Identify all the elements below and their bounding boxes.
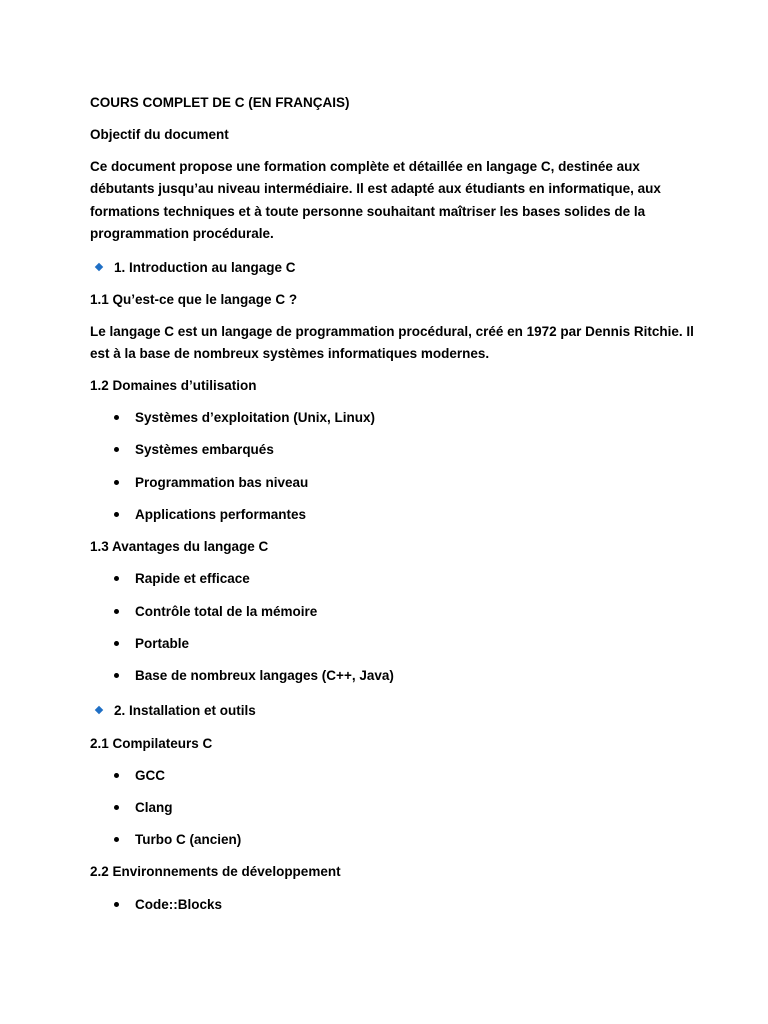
bullet-icon [114, 512, 119, 517]
list-item [114, 408, 375, 428]
diamond-icon [95, 263, 103, 271]
bullet-icon [114, 837, 119, 842]
list-item [114, 440, 274, 460]
intro-line: programmation procédurale. [90, 225, 274, 241]
bullet-icon [114, 902, 119, 907]
section-2-heading-row [96, 701, 256, 721]
list-item [114, 569, 250, 589]
bullet-icon [114, 576, 119, 581]
list-item [114, 602, 317, 622]
bullet-icon [114, 673, 119, 678]
intro-line: formations techniques et à toute personne souhaitant maîtriser les bases solides de la [90, 203, 646, 219]
list-item-text: Programmation bas niveau [135, 475, 309, 490]
list-item-text: Portable [135, 636, 190, 651]
intro-paragraph [90, 156, 690, 245]
intro-line: débutants jusqu’au niveau intermédiaire. Il est adapté aux étudiants en informatique, aux [90, 181, 661, 197]
list-item [114, 798, 173, 818]
bullet-icon [114, 773, 119, 778]
bullet-icon [114, 609, 119, 614]
subsection-1-2-heading: 1.2 Domaines d’utilisation [90, 378, 257, 393]
paragraph-line: est à la base de nombreux systèmes informatiques modernes. [90, 346, 490, 362]
subsection-1-3-heading: 1.3 Avantages du langage C [90, 539, 269, 554]
list-item [114, 634, 189, 654]
subsection-1-1-heading: 1.1 Qu’est-ce que le langage C ? [90, 292, 298, 307]
list-item-text: Turbo C (ancien) [135, 832, 242, 847]
list-item [114, 666, 394, 686]
section-2-heading: 2. Installation et outils [114, 703, 256, 718]
bullet-icon [114, 641, 119, 646]
subsection-2-2-heading: 2.2 Environnements de développement [90, 864, 341, 879]
list-item [114, 473, 308, 493]
intro-line: Ce document propose une formation complète et détaillée en langage C, destinée aux [90, 159, 640, 174]
bullet-icon [114, 480, 119, 485]
bullet-icon [114, 415, 119, 420]
list-item-text: Code::Blocks [135, 897, 223, 912]
list-item-text: Clang [135, 800, 173, 815]
list-item-text: GCC [135, 768, 165, 783]
list-item-text: Contrôle total de la mémoire [135, 604, 318, 619]
list-item-text: Systèmes embarqués [135, 442, 274, 457]
diamond-icon [95, 706, 103, 714]
list-item-text: Base de nombreux langages (C++, Java) [135, 668, 394, 683]
document-title: COURS COMPLET DE C (EN FRANÇAIS) [90, 95, 350, 110]
subsection-2-1-heading: 2.1 Compilateurs C [90, 736, 213, 751]
paragraph-line: Le langage C est un langage de programmation procédural, créé en 1972 par Dennis Ritchie. Il [90, 324, 694, 339]
bullet-icon [114, 805, 119, 810]
bullet-icon [114, 447, 119, 452]
list-item [114, 766, 165, 786]
list-item [114, 830, 241, 850]
list-item-text: Rapide et efficace [135, 571, 250, 586]
section-1-heading: 1. Introduction au langage C [114, 260, 296, 275]
list-item-text: Systèmes d’exploitation (Unix, Linux) [135, 410, 376, 425]
list-item [114, 895, 222, 915]
list-item-text: Applications performantes [135, 507, 307, 522]
subsection-1-1-paragraph [90, 321, 694, 366]
list-item [114, 505, 306, 525]
section-1-heading-row [96, 258, 296, 278]
objective-heading: Objectif du document [90, 127, 229, 142]
